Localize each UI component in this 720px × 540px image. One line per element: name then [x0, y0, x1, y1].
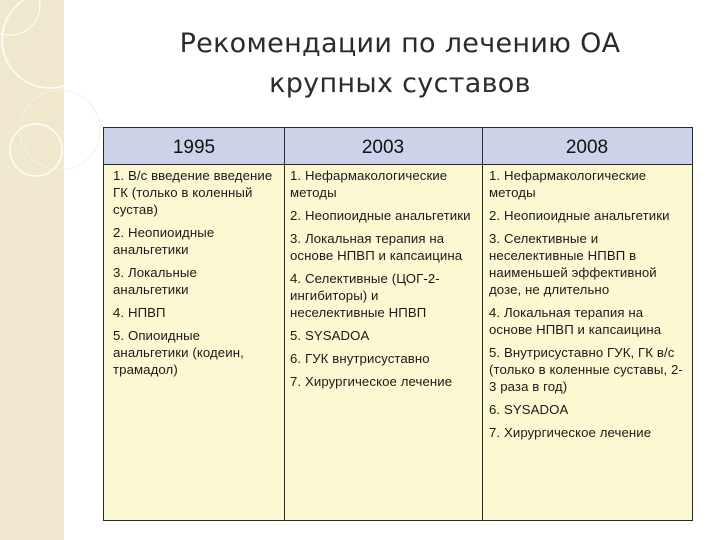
column-2008 [489, 165, 687, 522]
list-item: 1. Нефармакологические методы [290, 168, 448, 200]
list-item: 4. Селективные (ЦОГ-2-ингибиторы) и неселективные НПВП [290, 271, 440, 320]
decorative-circle [10, 124, 62, 176]
list-item: 4. Локальная терапия на основе НПВП и капсаицина [489, 305, 662, 337]
decorative-circle [2, 0, 98, 88]
list-item: 6. SYSADOA [489, 402, 569, 417]
recommendations-table [103, 127, 693, 521]
column-1995 [113, 165, 275, 522]
list-item: 6. ГУК внутрисуставно [290, 351, 430, 366]
list-item: 5. SYSADOA [290, 328, 370, 343]
list-item: 2. Неопиоидные анальгетики [290, 208, 471, 223]
list-item: 3. Селективные и неселективные НПВП в наименьшей эффективной дозе, не длительно [489, 231, 657, 297]
list-item: 2. Неопиоидные анальгетики [489, 208, 670, 223]
list-item: 5. Опиоидные анальгетики (кодеин, трамадол) [113, 328, 244, 377]
header-1995: 1995 [172, 137, 216, 158]
title-line-2: крупных суставов [269, 68, 531, 99]
decorative-circle [0, 0, 40, 35]
column-divider [482, 128, 483, 520]
header-2003: 2003 [361, 137, 405, 158]
list-item: 5. Внутрисуставно ГУК, ГК в/с (только в коленные суставы, 2-3 раза в год) [489, 345, 683, 394]
list-item: 2. Неопиоидные анальгетики [113, 225, 215, 257]
table-header-row [104, 128, 692, 165]
title-line-1: Рекомендации по лечению ОА [179, 28, 621, 59]
list-item: 1. Нефармакологические методы [489, 168, 647, 200]
decorative-circle [20, 90, 100, 170]
slide-title [150, 24, 650, 104]
list-item: 7. Хирургическое лечение [290, 374, 453, 389]
list-item: 4. НПВП [113, 305, 166, 320]
column-divider [284, 128, 285, 520]
list-item: 1. В/с введение введение ГК (только в коленный сустав) [113, 168, 273, 217]
list-item: 7. Хирургическое лечение [489, 425, 652, 440]
list-item: 3. Локальные анальгетики [113, 265, 197, 297]
list-item: 3. Локальная терапия на основе НПВП и капсаицина [290, 231, 463, 263]
column-2003 [290, 165, 476, 522]
header-2008: 2008 [565, 137, 609, 158]
